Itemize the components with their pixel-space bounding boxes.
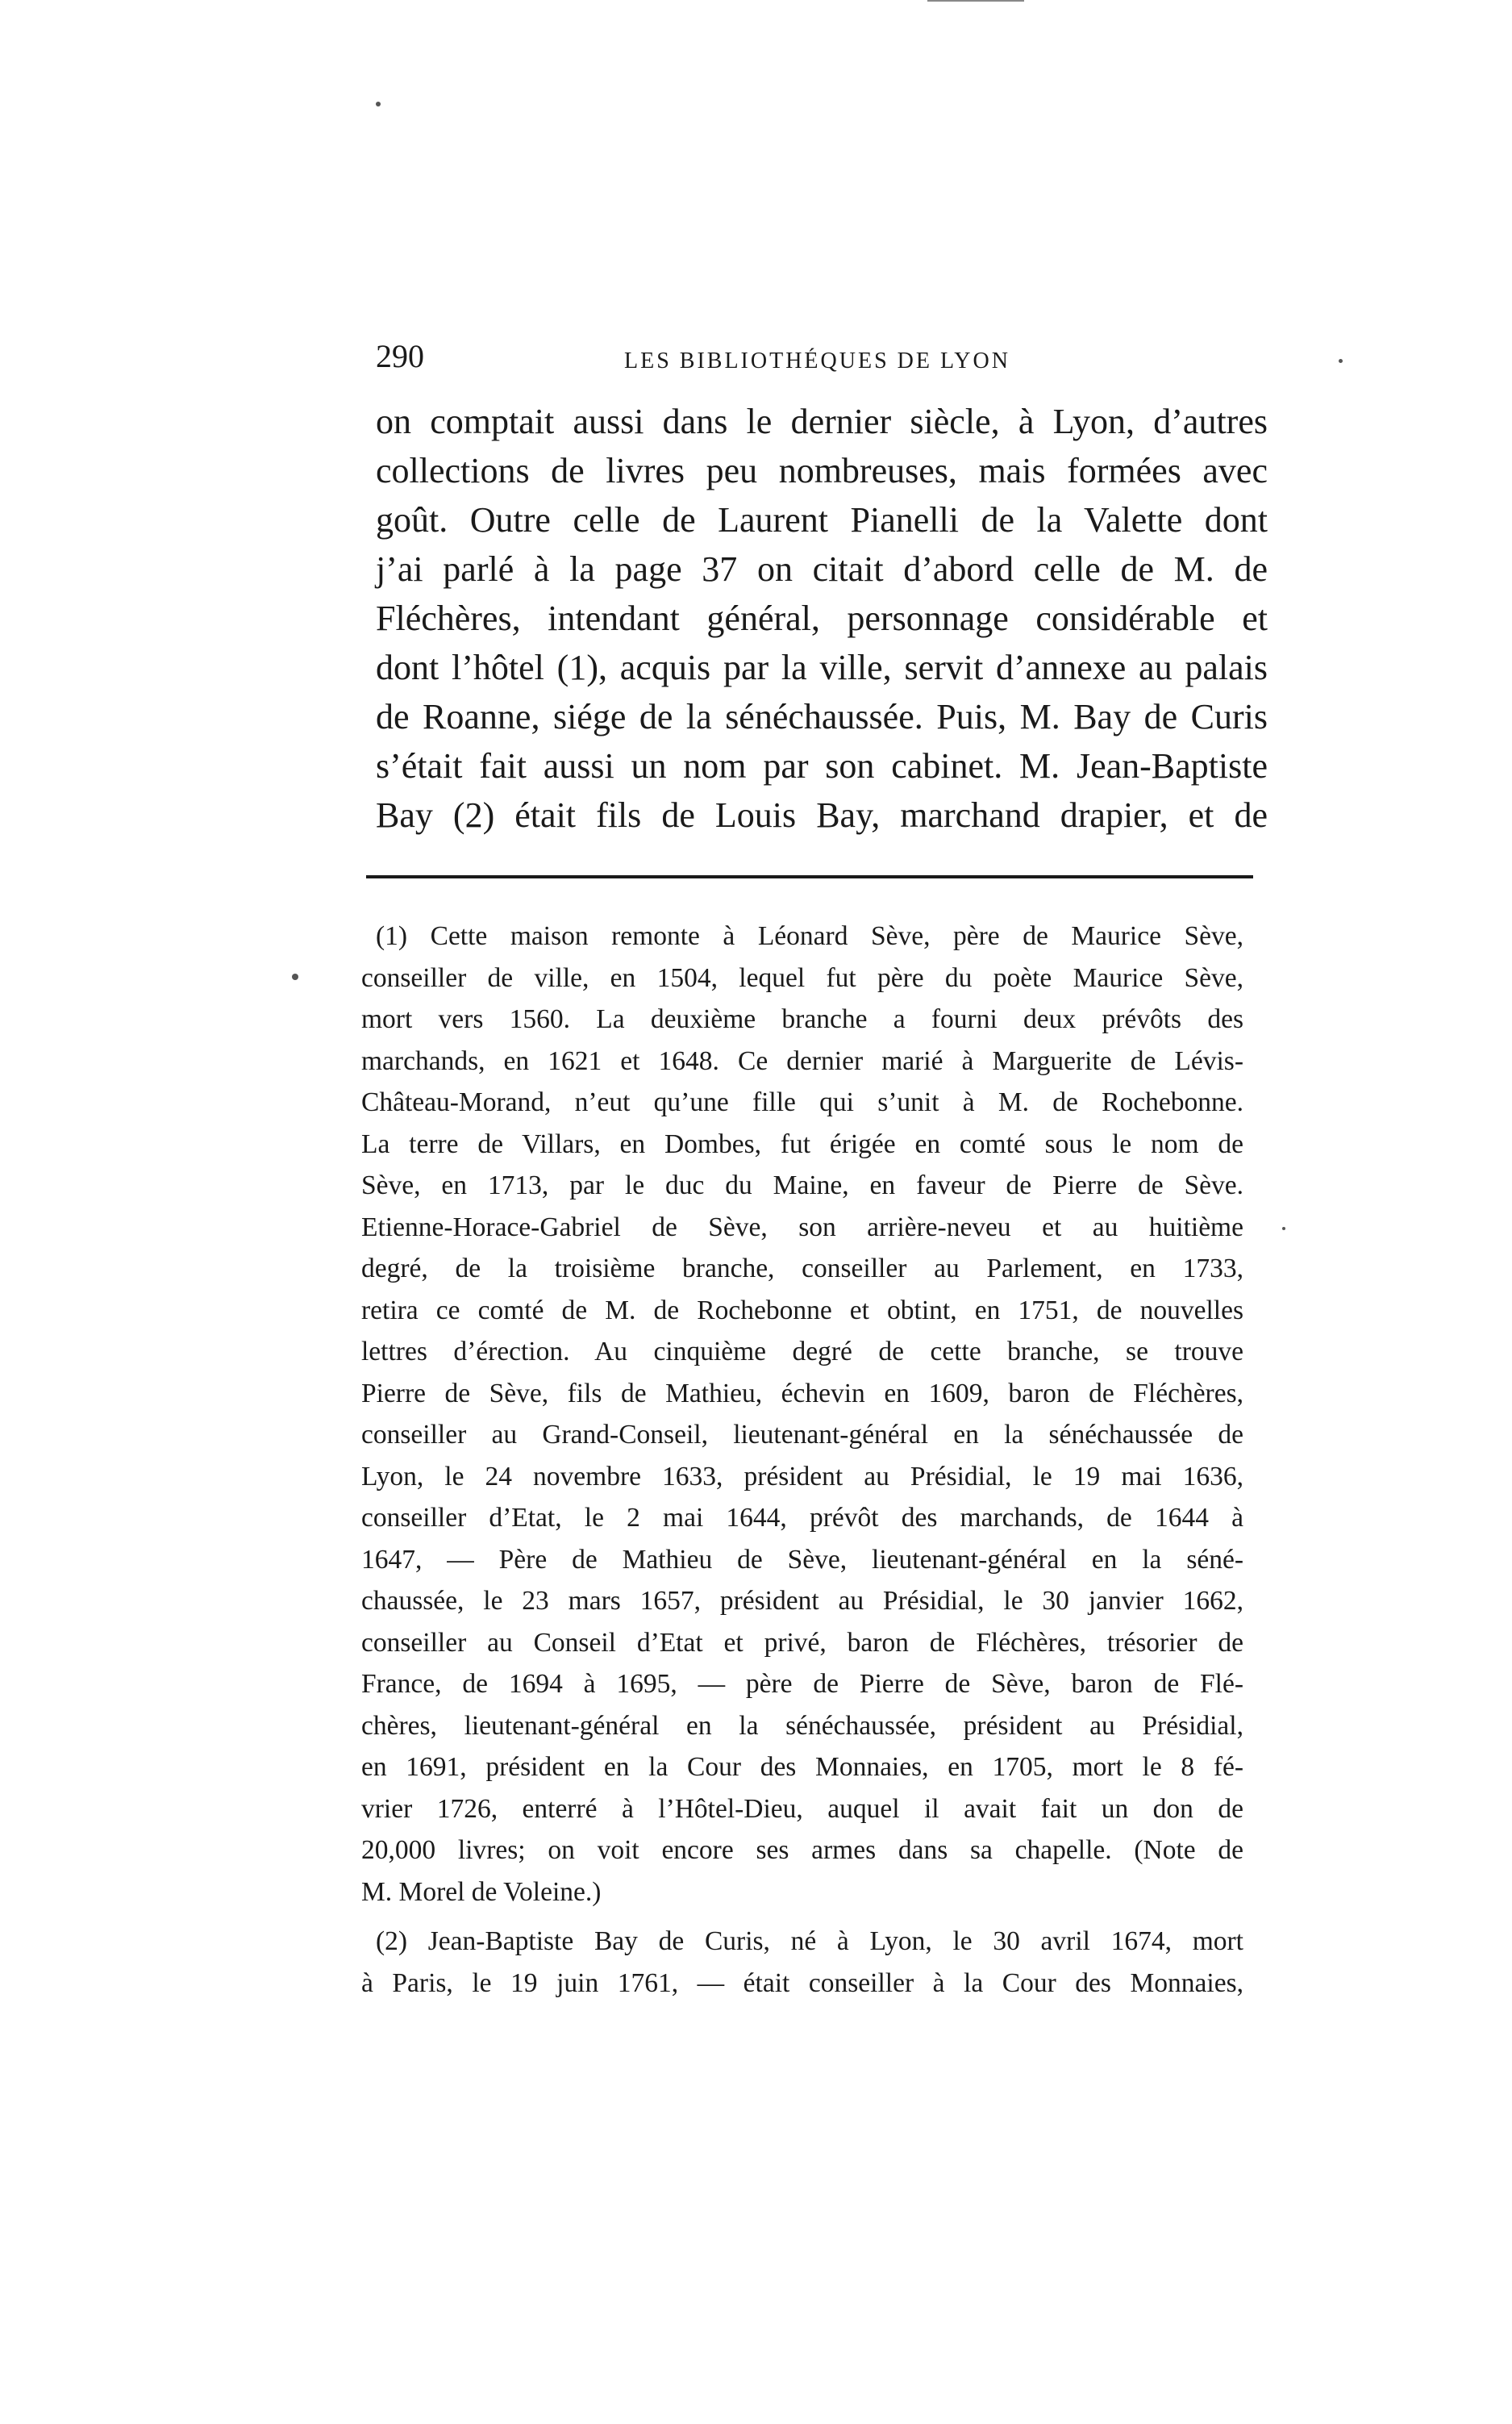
footnote-separator: [366, 875, 1253, 878]
footnote-line: marchands, en 1621 et 1648. Ce dernier marié à Marguerite de Lévis-: [361, 1045, 1243, 1076]
main-text: [376, 397, 1268, 840]
text-line: goût. Outre celle de Laurent Pianelli de la Valette dont: [376, 500, 1268, 540]
scan-speck: [292, 974, 298, 980]
scan-speck: [1339, 359, 1343, 363]
text-line: on comptait aussi dans le dernier siècle, à Lyon, d’autres: [376, 402, 1268, 441]
footnote-line: conseiller au Conseil d’Etat et privé, baron de Fléchères, trésorier de: [361, 1627, 1243, 1658]
footnote-line: à Paris, le 19 juin 1761, — était conseiller à la Cour des Monnaies,: [361, 1967, 1243, 1998]
footnote-line: 20,000 livres; on voit encore ses armes dans sa chapelle. (Note de: [361, 1835, 1243, 1865]
footnote-line: mort vers 1560. La deuxième branche a fourni deux prévôts des: [361, 1004, 1243, 1034]
text-line: dont l’hôtel (1), acquis par la ville, servit d’annexe au palais: [376, 648, 1268, 687]
footnote-line: conseiller d’Etat, le 2 mai 1644, prévôt des marchands, de 1644 à: [361, 1503, 1243, 1533]
footnote-line: en 1691, président en la Cour des Monnaies, en 1705, mort le 8 fé-: [361, 1752, 1243, 1782]
footnote-1: [361, 916, 1243, 1913]
text-line: collections de livres peu nombreuses, mais formées avec: [376, 451, 1268, 490]
footnote-line: (1) Cette maison remonte à Léonard Sève, père de Maurice Sève,: [376, 921, 1243, 951]
page-header: [376, 332, 1279, 381]
footnote-line: chères, lieutenant-général en la sénéchaussée, président au Présidial,: [361, 1710, 1243, 1741]
footnote-line: Sève, en 1713, par le duc du Maine, en faveur de Pierre de Sève.: [361, 1170, 1243, 1200]
scan-speck: [927, 0, 1024, 2]
scan-speck: [376, 102, 381, 106]
page-number: 290: [376, 338, 424, 374]
footnote-line: retira ce comté de M. de Rochebonne et obtint, en 1751, de nouvelles: [361, 1295, 1243, 1325]
footnote-line: degré, de la troisième branche, conseiller au Parlement, en 1733,: [361, 1254, 1243, 1283]
footnote-line: Pierre de Sève, fils de Mathieu, échevin en 1609, baron de Fléchères,: [361, 1378, 1243, 1408]
footnote-line: (2) Jean-Baptiste Bay de Curis, né à Lyon, le 30 avril 1674, mort: [376, 1926, 1243, 1956]
footnotes: [361, 916, 1243, 2004]
footnote-2: [361, 1921, 1243, 2004]
text-line: Fléchères, intendant général, personnage considérable et: [376, 599, 1268, 638]
footnote-line: Etienne-Horace-Gabriel de Sève, son arrière-neveu et au huitième: [361, 1212, 1243, 1242]
footnote-line: France, de 1694 à 1695, — père de Pierre de Sève, baron de Flé-: [361, 1669, 1243, 1699]
text-line: j’ai parlé à la page 37 on citait d’abord celle de M. de: [376, 549, 1268, 589]
footnote-line: lettres d’érection. Au cinquième degré de cette branche, se trouve: [361, 1337, 1243, 1366]
scan-speck: [1282, 1227, 1285, 1230]
footnote-line: M. Morel de Voleine.): [361, 1876, 602, 1907]
footnote-line: chaussée, le 23 mars 1657, président au Présidial, le 30 janvier 1662,: [361, 1586, 1243, 1616]
footnote-line: conseiller de ville, en 1504, lequel fut père du poète Maurice Sève,: [361, 962, 1243, 993]
footnote-line: La terre de Villars, en Dombes, fut érigée en comté sous le nom de: [361, 1129, 1243, 1159]
footnote-line: vrier 1726, enterré à l’Hôtel-Dieu, auquel il avait fait un don de: [361, 1793, 1243, 1824]
footnote-line: Lyon, le 24 novembre 1633, président au Présidial, le 19 mai 1636,: [361, 1461, 1243, 1492]
text-line: s’était fait aussi un nom par son cabinet. M. Jean-Baptiste: [376, 746, 1268, 786]
footnote-line: Château-Morand, n’eut qu’une fille qui s’unit à M. de Rochebonne.: [361, 1087, 1243, 1117]
text-line: Bay (2) était fils de Louis Bay, marchand drapier, et de: [376, 795, 1268, 835]
text-line: de Roanne, siége de la sénéchaussée. Puis, M. Bay de Curis: [376, 697, 1268, 736]
footnote-line: 1647, — Père de Mathieu de Sève, lieutenant-général en la séné-: [361, 1544, 1243, 1575]
footnote-line: conseiller au Grand-Conseil, lieutenant-général en la sénéchaussée de: [361, 1420, 1243, 1450]
running-head: LES BIBLIOTHÉQUES DE LYON: [624, 348, 1010, 373]
footnote-gap: [361, 1913, 1243, 1921]
